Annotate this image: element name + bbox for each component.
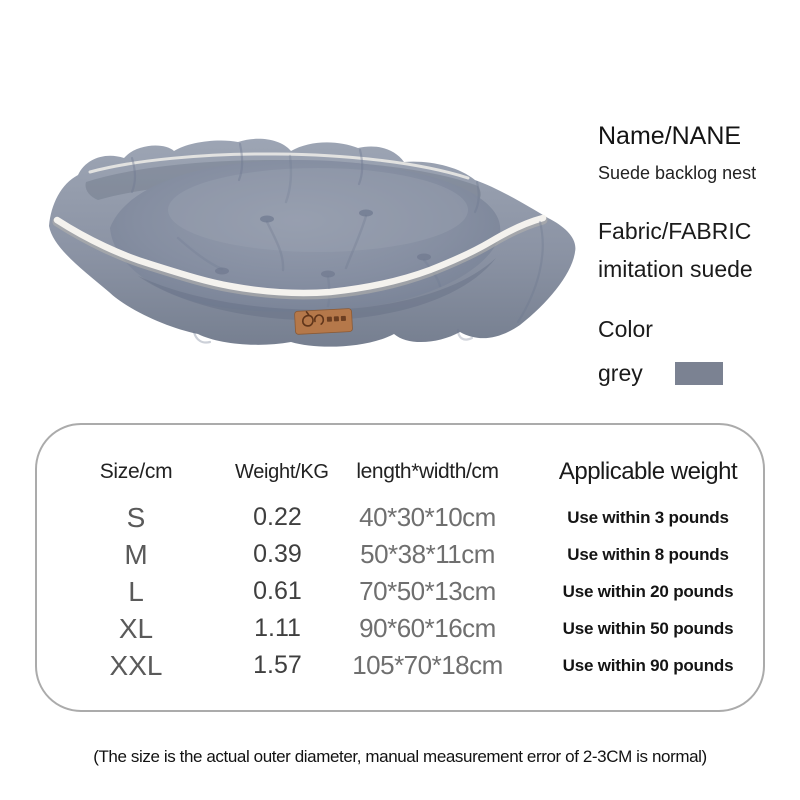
applicable-weight-cell: Use within 90 pounds	[562, 655, 734, 675]
table-row	[37, 536, 763, 573]
applicable-weight-cell: Use within 20 pounds	[562, 581, 734, 601]
size-chart	[35, 423, 765, 712]
size-cell: M	[124, 538, 148, 570]
table-row	[37, 573, 763, 610]
dimensions-cell: 90*60*16cm	[359, 613, 496, 643]
weight-cell: 0.39	[253, 540, 302, 568]
color-value: grey	[598, 360, 643, 386]
name-label: Name/NANE	[598, 122, 742, 150]
dimensions-cell: 50*38*11cm	[360, 539, 495, 569]
table-row	[37, 647, 763, 684]
pet-bed-photo	[28, 118, 588, 418]
brand-tag-text-marks	[327, 316, 346, 322]
size-cell: XL	[118, 612, 154, 644]
grey-color-swatch	[675, 362, 723, 385]
size-cell: S	[126, 501, 146, 533]
brand-tag	[294, 308, 352, 334]
dimensions-cell: 105*70*18cm	[352, 650, 503, 680]
color-label: Color	[598, 316, 653, 342]
product-info-panel	[598, 0, 798, 420]
name-value: Suede backlog nest	[598, 163, 757, 183]
weight-cell: 0.61	[253, 577, 302, 605]
size-cell: L	[128, 575, 144, 607]
weight-cell: 1.57	[253, 651, 302, 679]
header-dimensions: length*width/cm	[356, 460, 499, 483]
fabric-label: Fabric/FABRIC	[598, 218, 752, 244]
size-chart-header-row	[37, 445, 763, 499]
table-row	[37, 610, 763, 647]
color-value-row	[598, 360, 723, 387]
size-cell: XXL	[109, 649, 163, 681]
fabric-value: imitation suede	[598, 256, 753, 282]
header-size: Size/cm	[99, 460, 173, 483]
header-weight: Weight/KG	[235, 460, 329, 483]
measurement-note: (The size is the actual outer diameter, manual measurement error of 2-3CM is normal)	[93, 747, 707, 766]
header-applicable: Applicable weight	[558, 458, 738, 485]
cushion-highlight	[168, 168, 468, 252]
weight-cell: 1.11	[254, 614, 301, 642]
weight-cell: 0.22	[253, 503, 302, 531]
applicable-weight-cell: Use within 50 pounds	[562, 618, 734, 638]
applicable-weight-cell: Use within 8 pounds	[567, 544, 729, 564]
dimensions-cell: 70*50*13cm	[359, 576, 496, 606]
dimensions-cell: 40*30*10cm	[359, 502, 496, 532]
table-row	[37, 499, 763, 536]
applicable-weight-cell: Use within 3 pounds	[567, 507, 729, 527]
